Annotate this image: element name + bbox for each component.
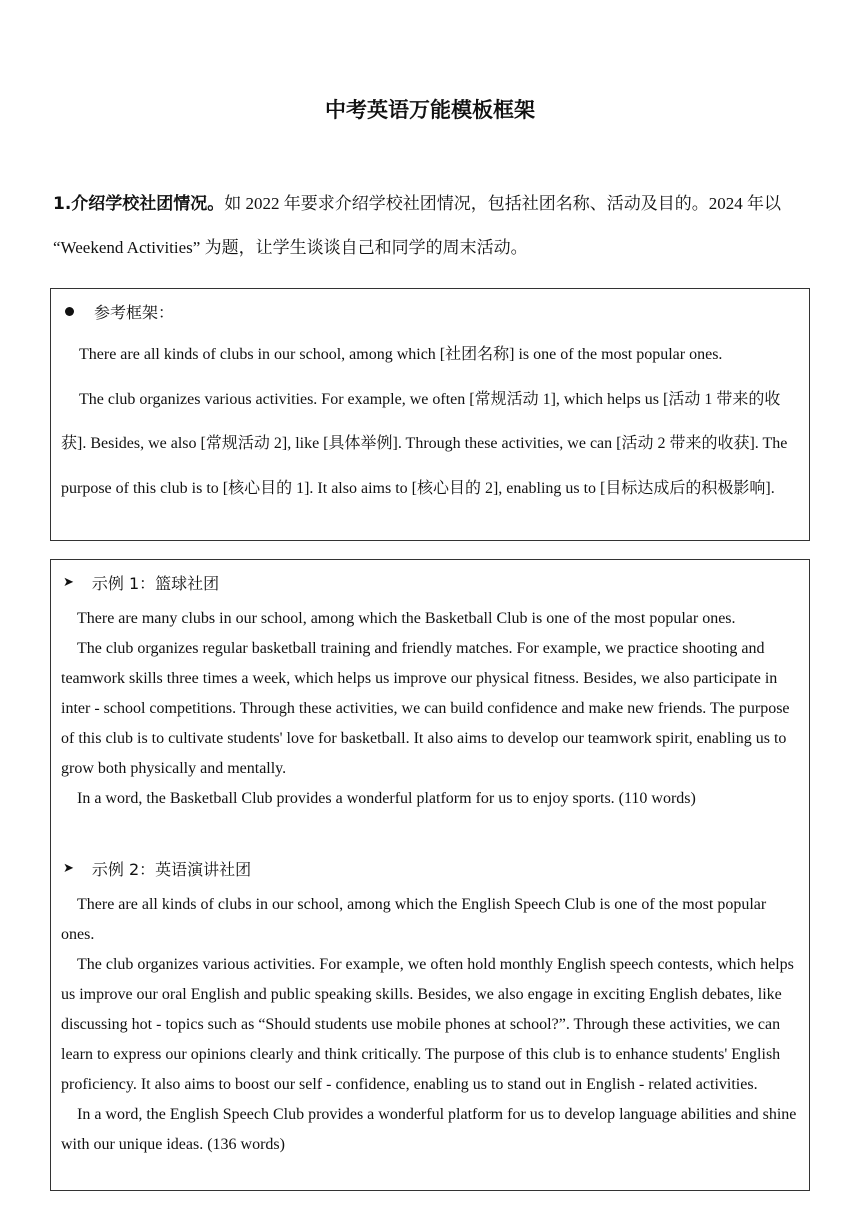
example1-paragraph: There are many clubs in our school, among which the Basketball Club is one of the most popular ones.: [77, 610, 736, 627]
example1-paragraph: In a word, the Basketball Club provides a wonderful platform for us to enjoy sports. (110 words): [77, 790, 696, 807]
framework-paragraph: The club organizes various activities. For example, we often [常规活动 1], which helps us [活动 1 带来的收获]. Besides, we also [常规活动 2], like [具体举例]. Through these activities, we can [活动 2 带来的收获]. The purpose of this club is to [核心目的 1]. It also aims to [核心目的 2], enabling us to [目标达成后的积极影响].: [61, 390, 788, 497]
example2-paragraph: In a word, the English Speech Club provides a wonderful platform for us to develop language abilities and shine with our unique ideas. (136 words): [61, 1106, 797, 1153]
framework-heading: 参考框架：: [94, 302, 175, 322]
spacer: [51, 814, 809, 846]
example2-heading-row: [51, 846, 809, 890]
framework-heading-row: [51, 289, 809, 333]
arrow-bullet-icon: ➤: [63, 860, 74, 876]
example2-paragraph: The club organizes various activities. For example, we often hold monthly English speech contests, which helps us improve our oral English and public speaking skills. Besides, we also engage in exciting English debates, like discussing hot - topics such as “Should students use mobile phones at school?”. Through these activities, we can learn to express our opinions clearly and think critically. The purpose of this club is to enhance students' English proficiency. It also aims to boost our self - confidence, enabling us to stand out in English - related activities.: [61, 956, 794, 1093]
examples-box: [50, 559, 810, 1191]
example2-paragraph: There are all kinds of clubs in our school, among which the English Speech Club is one of the most popular ones.: [61, 896, 767, 943]
bullet-dot-icon: [65, 307, 74, 316]
section-text: 如 2022 年要求介绍学校社团情况，包括社团名称、活动及目的。2024 年以 “Weekend Activities” 为题，让学生谈谈自己和同学的周末活动。: [53, 194, 782, 257]
example1-heading: 示例 1：篮球社团: [91, 573, 220, 593]
section-lead: 1.介绍学校社团情况。: [53, 194, 225, 214]
framework-paragraph: There are all kinds of clubs in our school, among which [社团名称] is one of the most popular ones.: [79, 346, 723, 363]
arrow-bullet-icon: ➤: [63, 574, 74, 590]
framework-box: [50, 288, 810, 541]
section-intro: [53, 182, 805, 270]
example2-heading: 示例 2：英语演讲社团: [91, 859, 252, 879]
example1-paragraph: The club organizes regular basketball training and friendly matches. For example, we practice shooting and teamwork skills three times a week, which helps us improve our physical fitness. Besides, we also participate in inter - school competitions. Through these activities, we can build confidence and make new friends. The purpose of this club is to cultivate students' love for basketball. It also aims to develop our teamwork spirit, enabling us to grow both physically and mentally.: [61, 640, 790, 777]
page-title: 中考英语万能模板框架: [325, 98, 535, 122]
example1-heading-row: [51, 560, 809, 604]
